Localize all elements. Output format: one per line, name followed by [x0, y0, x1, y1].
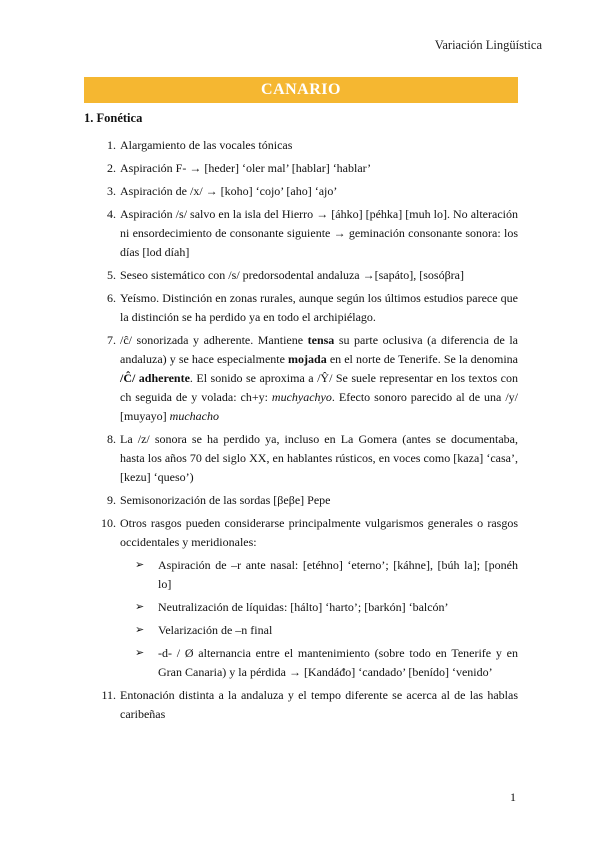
arrow-bullet-icon: ➢ — [135, 647, 145, 659]
list-item — [84, 491, 518, 510]
item-number: 9. — [107, 493, 116, 507]
section-heading: 1. Fonética — [84, 111, 143, 125]
item-text: Yeísmo. Distinción en zonas rurales, aunque según los últimos estudios parece que la distinción se ha perdido ya en todo el archipiélago. — [120, 291, 518, 324]
list-item — [84, 266, 518, 285]
list-item — [84, 686, 518, 724]
item-number: 1. — [107, 138, 116, 152]
item-text: Aspiración /s/ salvo en la isla del Hierro → [áhko] [péhka] [muh lo]. No alteración ni ensordecimiento de consonante siguiente → geminación consonante sonora: los días [lod díah] — [120, 207, 518, 259]
item-number: 5. — [107, 268, 116, 282]
item-text: Entonación distinta a la andaluza y el tempo diferente se acerca al de las hablas caribeñas — [120, 688, 518, 721]
item-number: 2. — [107, 161, 116, 175]
list-item — [84, 182, 518, 201]
sub-list-item — [120, 598, 518, 617]
item-text: Semisonorización de las sordas [βeβe] Pepe — [120, 493, 331, 507]
item-text: Seseo sistemático con /s/ predorsodental andaluza →[sapáto], [sosóβra] — [120, 268, 465, 282]
item-text: Aspiración F- → [heder] ‘oler mal’ [hablar] ‘hablar’ — [120, 161, 372, 175]
item-number: 10. — [101, 516, 116, 530]
sub-list — [120, 556, 518, 682]
item-number: 3. — [107, 184, 116, 198]
sub-item-text: Aspiración de –r ante nasal: [etéhno] ‘eterno’; [káhne], [búh la]; [ponéh lo] — [158, 558, 518, 591]
list-item — [84, 136, 518, 155]
page-number: 1 — [510, 790, 516, 804]
section-banner: CANARIO — [84, 77, 518, 103]
list-item — [84, 289, 518, 327]
list-item — [84, 514, 518, 682]
list-item — [84, 205, 518, 262]
item-number: 7. — [107, 333, 116, 347]
item-text: /ĉ/ sonorizada y adherente. Mantiene tensa su parte oclusiva (a diferencia de la andaluza) y se hace especialmente mojada en el norte de Tenerife. Se la denomina /Ĉ/ adherente. El sonido se aproxima a /Ŷ/ Se suele representar en los textos con ch seguida de y volada: ch+y: muchyachyo. Efecto sonoro parecido al de una /y/ [muyayo] muchacho — [120, 333, 518, 423]
item-text: Otros rasgos pueden considerarse principalmente vulgarismos generales o rasgos occidentales y meridionales: — [120, 516, 518, 549]
sub-list-item — [120, 621, 518, 640]
sub-item-text: -d- / Ø alternancia entre el mantenimiento (sobre todo en Tenerife y en Gran Canaria) y la pérdida → [Kandáđo] ‘candado’ [benído] ‘venido’ — [158, 646, 518, 679]
item-number: 11. — [101, 688, 116, 702]
sub-item-text: Velarización de –n final — [158, 623, 273, 637]
item-text: Alargamiento de las vocales tónicas — [120, 138, 293, 152]
bold-term: /Ĉ/ adherente — [120, 371, 190, 385]
sub-list-item — [120, 556, 518, 594]
item-number: 6. — [107, 291, 116, 305]
bold-term: tensa — [307, 333, 335, 347]
bold-term: mojada — [288, 352, 327, 366]
item-number: 8. — [107, 432, 116, 446]
arrow-bullet-icon: ➢ — [135, 624, 145, 636]
arrow-bullet-icon: ➢ — [135, 559, 145, 571]
list-item — [84, 430, 518, 487]
italic-term: muchacho — [169, 409, 219, 423]
sub-item-text: Neutralización de líquidas: [hálto] ‘harto’; [barkón] ‘balcón’ — [158, 600, 449, 614]
arrow-bullet-icon: ➢ — [135, 601, 145, 613]
item-number: 4. — [107, 207, 116, 221]
italic-term: muchyachyo — [271, 390, 332, 404]
list-item — [84, 159, 518, 178]
list-item — [84, 331, 518, 426]
item-text: Aspiración de /x/ → [koho] ‘cojo’ [aho] ‘ajo’ — [120, 184, 338, 198]
sub-list-item — [120, 644, 518, 682]
item-text: La /z/ sonora se ha perdido ya, incluso en La Gomera (antes se documentaba, hasta los años 70 del siglo XX, en hablantes rústicos, en voces como [kaza] ‘casa’, [kezu] ‘queso’) — [120, 432, 518, 484]
running-header: Variación Lingüística — [434, 38, 542, 52]
feature-list — [84, 136, 518, 728]
